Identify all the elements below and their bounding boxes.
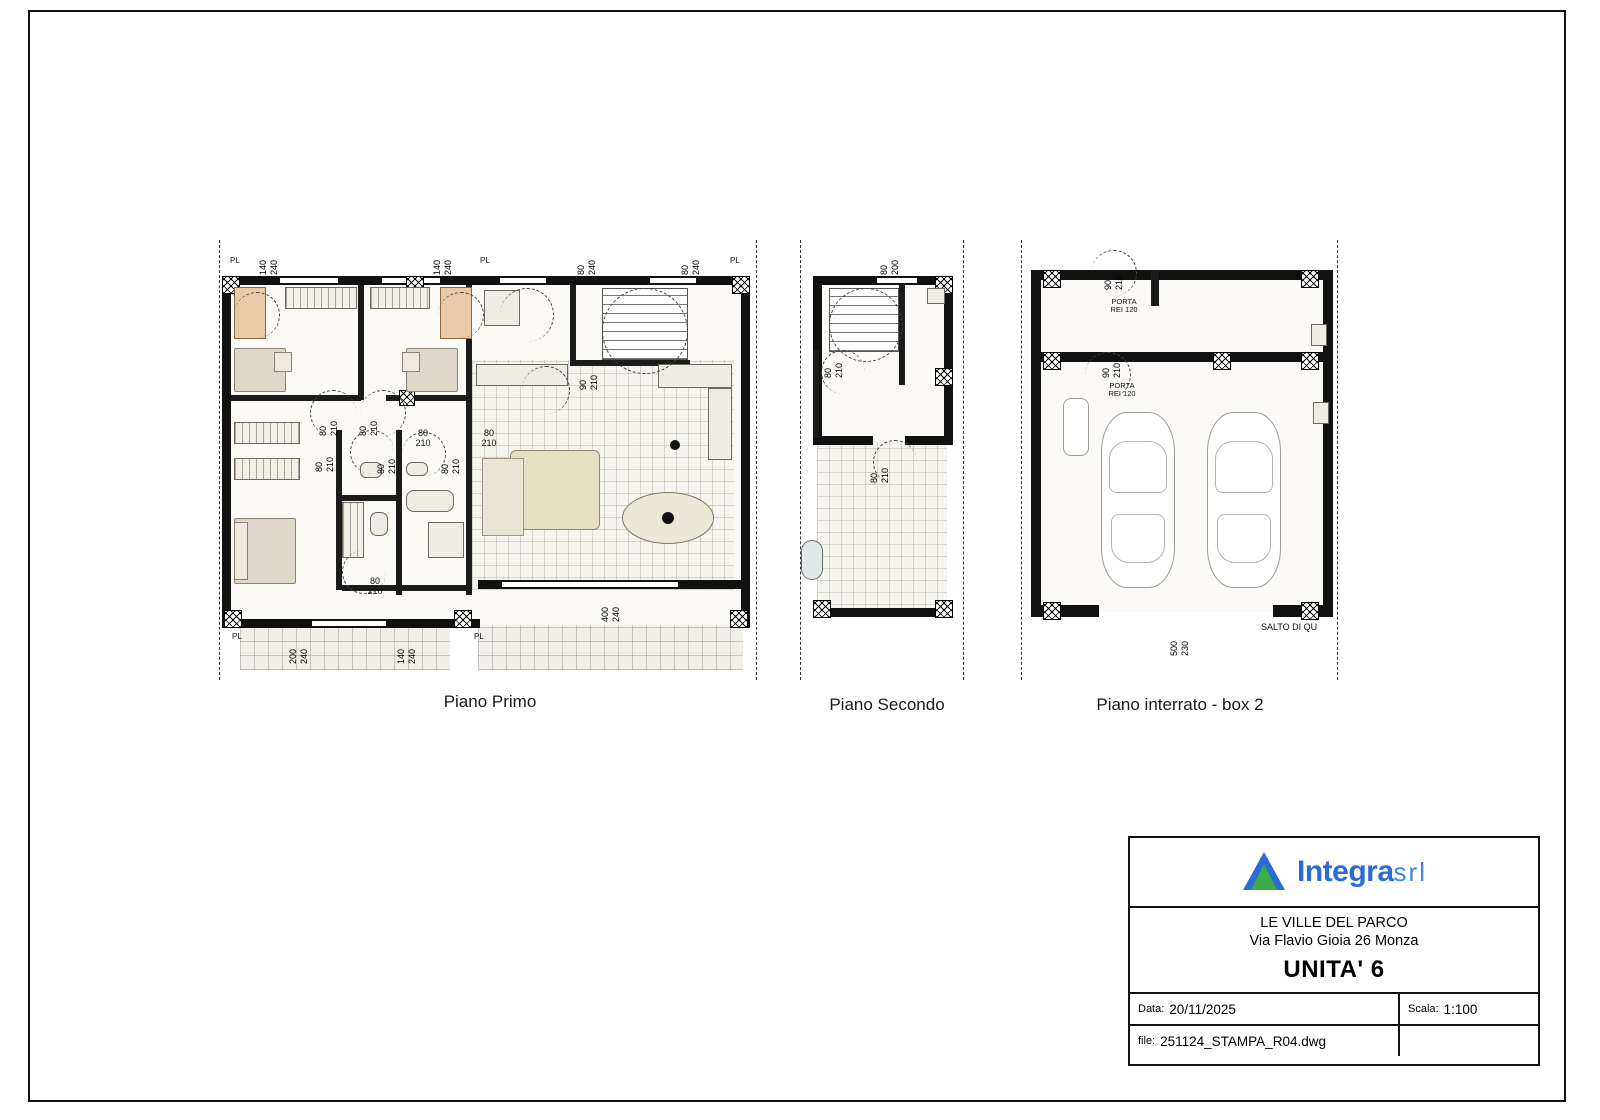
pillar-bottom-left <box>813 600 831 618</box>
dim-top-4 <box>680 245 701 275</box>
dim-height: 230 <box>1180 640 1190 656</box>
dim-width: 80 <box>483 428 494 438</box>
door-dim-1 <box>823 350 844 378</box>
plan-piano-secondo <box>795 240 980 714</box>
dim-height: 240 <box>299 648 309 664</box>
terrace-object <box>801 540 823 580</box>
wall-mid-right <box>905 436 953 445</box>
dim-height: 210 <box>415 438 431 448</box>
dim-width: 80 <box>576 264 586 275</box>
dim-width: 80 <box>369 576 380 586</box>
logo-wordmark <box>1297 855 1427 889</box>
plan-caption-piano-interrato: Piano interrato - box 2 <box>1096 695 1264 714</box>
pl-mark-2: PL <box>480 256 490 265</box>
door-arc-7 <box>522 366 570 414</box>
dim-top-1 <box>258 245 279 275</box>
dim-height: 210 <box>387 458 397 474</box>
title-block <box>1128 836 1540 1066</box>
pillar-mid-center <box>1213 352 1231 370</box>
wall-bottom-left <box>1031 605 1099 617</box>
dim-bottom-1 <box>1169 626 1190 656</box>
file-cell <box>1130 1026 1400 1056</box>
pillar-mid-right <box>935 368 953 386</box>
door-arc-9 <box>438 292 484 338</box>
date-value: 20/11/2025 <box>1169 1001 1236 1017</box>
dim-height: 240 <box>691 259 701 275</box>
unit-label: UNITA' 6 <box>1283 956 1385 983</box>
date-key: Data: <box>1138 1003 1165 1015</box>
closet-1 <box>285 287 357 309</box>
dim-width: 140 <box>432 259 442 275</box>
dim-width: 80 <box>440 463 450 474</box>
motorcycle <box>1063 398 1089 456</box>
wall-mid <box>813 436 873 445</box>
door-dim-5 <box>472 428 506 448</box>
note-line-1: PORTA <box>1111 297 1137 306</box>
logo-suffix: srl <box>1393 857 1427 887</box>
dim-height: 240 <box>443 259 453 275</box>
dim-height: 240 <box>587 259 597 275</box>
window-bottom-1 <box>312 619 386 628</box>
dim-height: 210 <box>325 456 335 472</box>
scale-cell <box>1400 994 1538 1024</box>
wall-left <box>1031 270 1041 615</box>
pillar-bottom-right <box>935 600 953 618</box>
wc-1 <box>370 512 388 536</box>
kitchen-counter-right <box>708 388 732 460</box>
wall-left <box>222 276 231 628</box>
dim-width: 80 <box>417 428 428 438</box>
wall-right <box>944 276 953 442</box>
dim-height: 240 <box>269 259 279 275</box>
dim-width: 80 <box>869 472 879 483</box>
window-top-1 <box>280 276 338 285</box>
wall-top <box>1031 270 1333 280</box>
car-1 <box>1101 412 1175 588</box>
wall-mid-horizontal <box>1031 352 1333 362</box>
dim-bottom-1 <box>288 634 309 664</box>
dim-height: 210 <box>451 458 461 474</box>
dim-height: 240 <box>611 606 621 622</box>
appliance <box>927 288 945 304</box>
file-row <box>1130 1026 1538 1056</box>
dim-height: 210 <box>329 420 339 436</box>
dim-height: 240 <box>407 648 417 664</box>
project-address: Via Flavio Gioia 26 Monza <box>1249 933 1419 949</box>
fire-door-note-2 <box>1095 382 1149 398</box>
dim-bottom-3 <box>600 592 621 622</box>
plan-caption-piano-secondo: Piano Secondo <box>829 695 945 714</box>
window-top-3 <box>500 276 546 285</box>
dim-bottom-2 <box>396 634 417 664</box>
pillar-bottom-left <box>1043 602 1061 620</box>
scale-value: 1:100 <box>1443 1001 1478 1017</box>
closet-3 <box>234 422 300 444</box>
axis-line-left <box>800 240 801 680</box>
dim-height: 210 <box>1114 274 1124 290</box>
door-dim-4 <box>406 428 440 448</box>
dim-width: 80 <box>680 264 690 275</box>
closet-4 <box>234 458 300 480</box>
door-dim-3 <box>358 408 379 436</box>
meter-box <box>1313 402 1329 424</box>
dim-width: 140 <box>258 259 268 275</box>
door-dim-2 <box>869 455 890 483</box>
window-top <box>877 276 917 285</box>
door-dim-7 <box>376 446 397 474</box>
dim-height: 210 <box>880 467 890 483</box>
dim-top-2 <box>432 245 453 275</box>
dim-height: 210 <box>481 438 497 448</box>
pillar-bottom-right <box>730 610 748 628</box>
kitchen-counter-side <box>658 364 732 388</box>
pillar-mid-left <box>1043 352 1061 370</box>
wall-right <box>1323 270 1333 615</box>
wall-bottom <box>813 608 953 617</box>
fire-door-dim-2 <box>1101 350 1122 378</box>
axis-line-left <box>1021 240 1022 680</box>
dim-height: 210 <box>369 420 379 436</box>
dim-width: 80 <box>358 425 368 436</box>
pl-mark-5: PL <box>474 632 484 641</box>
dim-width: 80 <box>879 264 889 275</box>
dim-top-1 <box>879 245 900 275</box>
dim-width: 80 <box>376 463 386 474</box>
dim-width: 80 <box>314 461 324 472</box>
partition-vert <box>1151 270 1159 306</box>
pl-mark-3: PL <box>730 256 740 265</box>
door-arc-6 <box>500 288 554 342</box>
door-dim-1 <box>578 362 599 390</box>
dim-width: 200 <box>288 648 298 664</box>
fire-door-dim-1 <box>1103 262 1124 290</box>
salto-di-quota-note: SALTO DI QU <box>1261 622 1318 632</box>
carpet <box>482 458 524 536</box>
logo-row <box>1130 838 1538 908</box>
pl-mark-1: PL <box>230 256 240 265</box>
dim-width: 80 <box>823 367 833 378</box>
axis-line-right <box>1337 240 1338 680</box>
fire-door-note-1 <box>1097 298 1151 314</box>
window-top-4 <box>650 276 696 285</box>
stair-arc <box>602 288 688 374</box>
terrace-tiles-left <box>240 625 450 670</box>
pillow-3 <box>234 522 248 580</box>
table-center-dot <box>662 512 674 524</box>
note-line-2: REI 120 <box>1108 389 1136 398</box>
partition-inner <box>813 350 819 438</box>
file-key: file: <box>1138 1035 1156 1047</box>
pillow-1 <box>274 352 292 372</box>
pillar-bottom-right <box>1301 602 1319 620</box>
dim-height: 210 <box>589 374 599 390</box>
dim-height: 210 <box>1112 362 1122 378</box>
dim-width: 90 <box>578 379 588 390</box>
dim-width: 400 <box>600 606 610 622</box>
note-line-1: PORTA <box>1109 381 1135 390</box>
pillar-bottom-mid <box>454 610 472 628</box>
bathtub <box>406 490 454 512</box>
wall-cabinet <box>1311 324 1327 346</box>
date-scale-row <box>1130 994 1538 1026</box>
pillar-top-right <box>732 276 750 294</box>
closet-2 <box>370 287 430 309</box>
door-dim-8 <box>440 446 461 474</box>
door-dim-2 <box>318 408 339 436</box>
dim-width: 140 <box>396 648 406 664</box>
dim-width: 500 <box>1169 640 1179 656</box>
axis-line-right <box>963 240 964 680</box>
partition-1 <box>358 285 364 400</box>
ceiling-point <box>670 440 680 450</box>
pillar-top-left <box>1043 270 1061 288</box>
date-cell <box>1130 994 1400 1024</box>
scale-key: Scala: <box>1408 1003 1439 1015</box>
axis-line-left <box>219 240 220 680</box>
pillar-bottom-left <box>224 610 242 628</box>
empty-cell <box>1400 1026 1538 1056</box>
pl-mark-4: PL <box>232 632 242 641</box>
integra-logo-icon <box>1241 850 1287 894</box>
project-info <box>1130 908 1538 994</box>
axis-line-right <box>756 240 757 680</box>
dim-top-3 <box>576 245 597 275</box>
dim-height: 200 <box>890 259 900 275</box>
project-name: LE VILLE DEL PARCO <box>1260 915 1408 931</box>
wall-right <box>741 276 750 628</box>
car-2 <box>1207 412 1281 588</box>
partition-10 <box>570 285 576 365</box>
logo-name: Integra <box>1297 855 1394 888</box>
partition-6 <box>342 495 402 501</box>
dim-width: 90 <box>1103 279 1113 290</box>
note-line-2: REI 120 <box>1110 305 1138 314</box>
door-dim-6 <box>314 444 335 472</box>
shower <box>428 522 464 558</box>
pillow-2 <box>402 352 420 372</box>
window-bottom-2 <box>502 580 678 589</box>
pillar-mid-right <box>1301 352 1319 370</box>
dim-width: 90 <box>1101 367 1111 378</box>
door-dim-9 <box>358 576 392 596</box>
plan-piano-interrato <box>1015 240 1355 714</box>
plan-piano-primo <box>210 240 770 711</box>
dim-width: 80 <box>318 425 328 436</box>
door-arc-8 <box>234 292 280 338</box>
pillar-top-right <box>1301 270 1319 288</box>
dim-height: 210 <box>834 362 844 378</box>
file-value: 251124_STAMPA_R04.dwg <box>1160 1033 1326 1049</box>
dim-height: 210 <box>367 586 383 596</box>
plan-caption-piano-primo: Piano Primo <box>443 692 537 711</box>
